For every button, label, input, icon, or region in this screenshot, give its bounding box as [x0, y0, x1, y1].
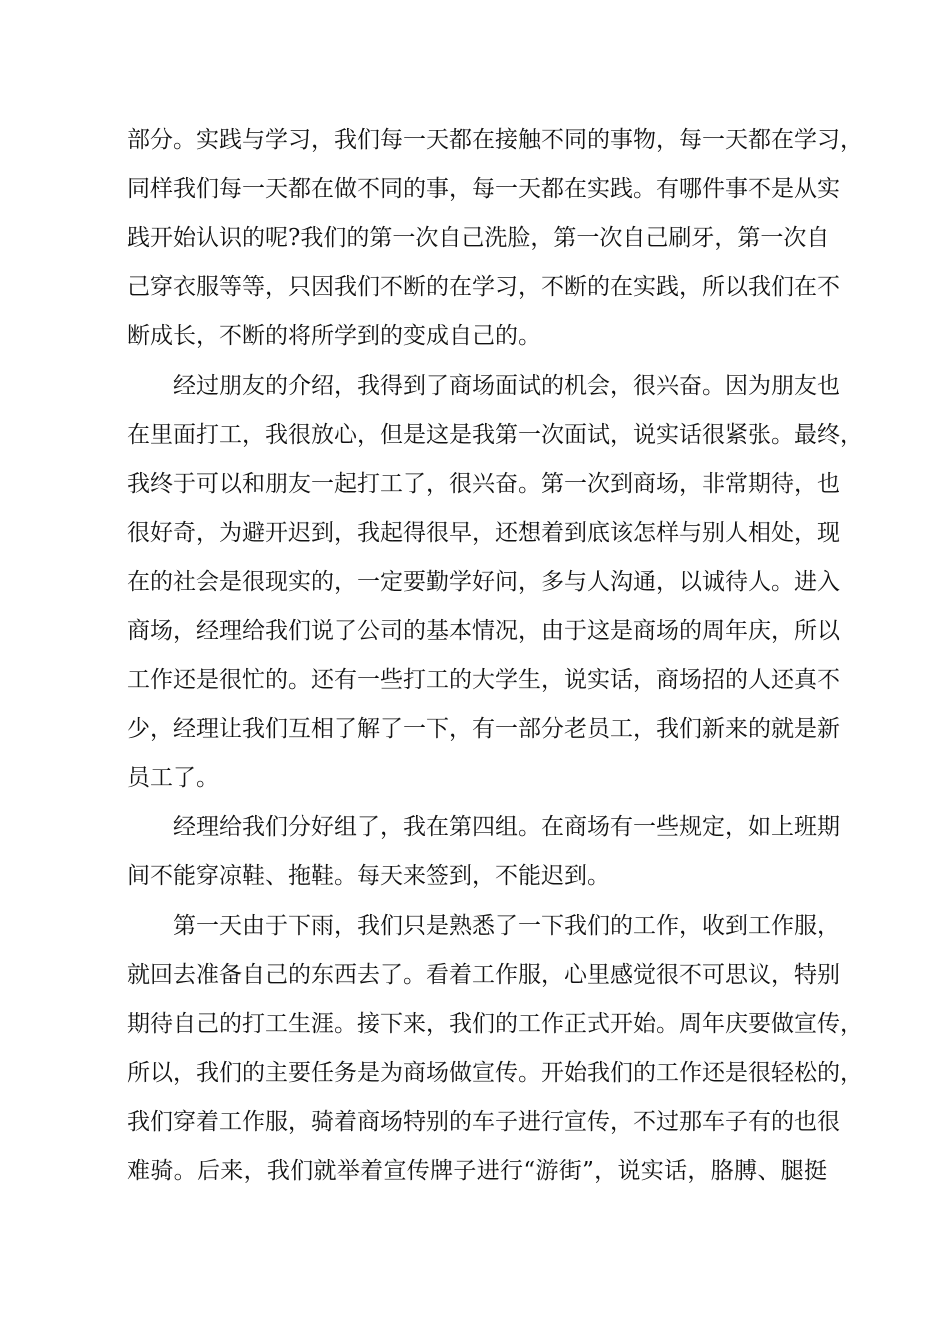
text-line: 就回去准备自己的东西去了。看着工作服，心里感觉很不可思议，特别 [127, 962, 840, 988]
text-line: 断成长，不断的将所学到的变成自己的。 [127, 323, 541, 349]
text-line: 我们穿着工作服，骑着商场特别的车子进行宣传，不过那车子有的也很 [127, 1109, 840, 1135]
text-line: 商场，经理给我们说了公司的基本情况，由于这是商场的周年庆，所以 [127, 618, 840, 644]
paragraph-first-line: 经过朋友的介绍，我得到了商场面试的机会，很兴奋。因为朋友也 [173, 373, 840, 399]
text-line: 工作还是很忙的。还有一些打工的大学生，说实话，商场招的人还真不 [127, 667, 840, 693]
text-line: 践开始认识的呢?我们的第一次自己洗脸，第一次自己刷牙，第一次自 [127, 225, 830, 251]
text-line: 在的社会是很现实的，一定要勤学好问，多与人沟通，以诚待人。进入 [127, 569, 840, 595]
text-line: 很好奇，为避开迟到，我起得很早，还想着到底该怎样与别人相处，现 [127, 520, 840, 546]
text-line: 同样我们每一天都在做不同的事，每一天都在实践。有哪件事不是从实 [127, 176, 840, 202]
text-line: 难骑。后来，我们就举着宣传牌子进行“游街”，说实话，胳膊、腿挺 [127, 1158, 827, 1184]
text-line: 我终于可以和朋友一起打工了，很兴奋。第一次到商场，非常期待，也 [127, 471, 840, 497]
text-line: 己穿衣服等等，只因我们不断的在学习，不断的在实践，所以我们在不 [127, 274, 840, 300]
text-line: 所以，我们的主要任务是为商场做宣传。开始我们的工作还是很轻松的， [127, 1060, 863, 1086]
text-line: 员工了。 [127, 765, 219, 791]
paragraph-first-line: 第一天由于下雨，我们只是熟悉了一下我们的工作，收到工作服， [173, 913, 840, 939]
text-line: 间不能穿凉鞋、拖鞋。每天来签到，不能迟到。 [127, 863, 610, 889]
text-line: 部分。实践与学习，我们每一天都在接触不同的事物，每一天都在学习， [127, 127, 863, 153]
text-line: 期待自己的打工生涯。接下来，我们的工作正式开始。周年庆要做宣传， [127, 1011, 863, 1037]
paragraph-first-line: 经理给我们分好组了，我在第四组。在商场有一些规定，如上班期 [173, 814, 840, 840]
text-line: 在里面打工，我很放心，但是这是我第一次面试，说实话很紧张。最终， [127, 422, 863, 448]
text-line: 少，经理让我们互相了解了一下，有一部分老员工，我们新来的就是新 [127, 716, 840, 742]
